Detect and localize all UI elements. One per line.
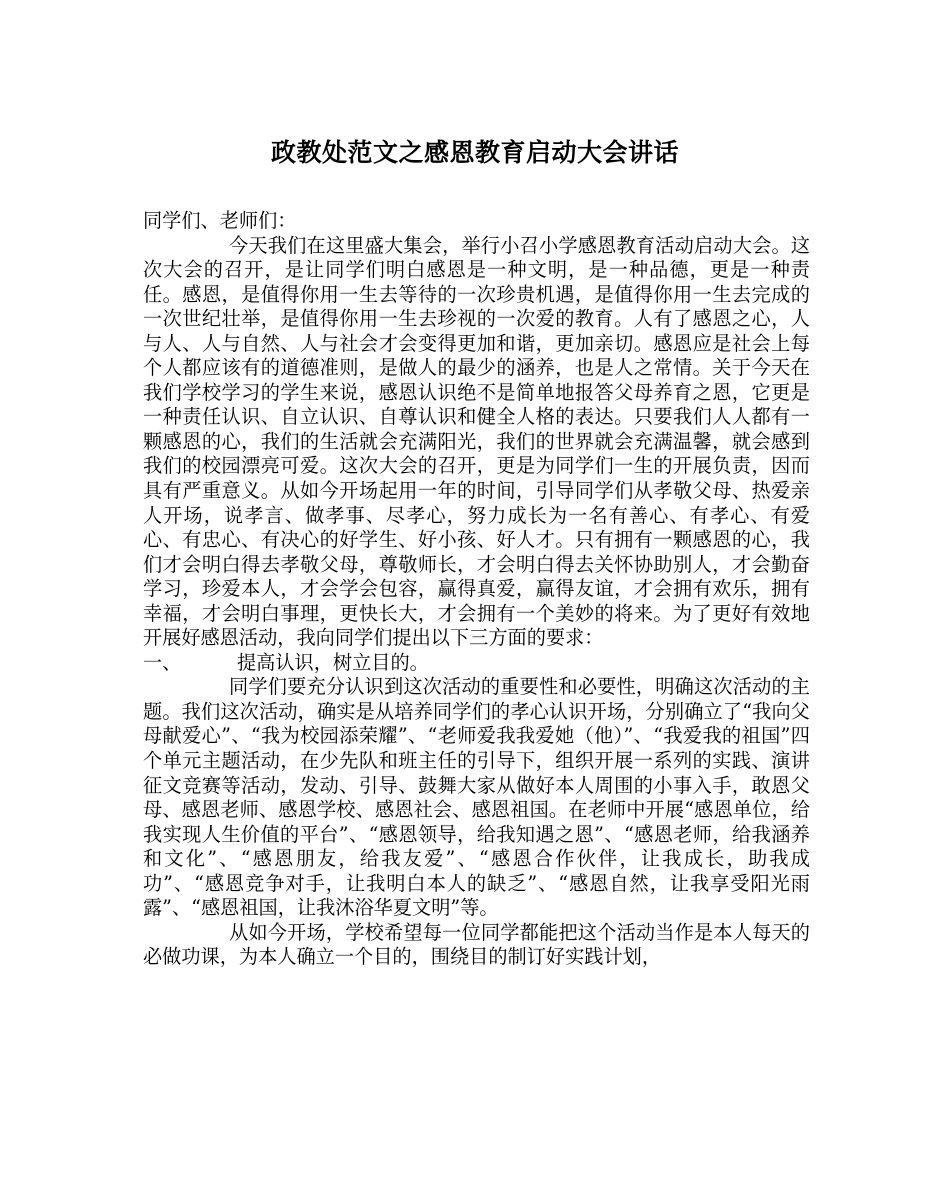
paragraph-section-1: 同学们要充分认识到这次活动的重要性和必要性，明确这次活动的主题。我们这次活动，确实是从培养同学们的孝心认识开场，分别确立了“我向父母献爱心”、“我为校园添荣耀”、“老师爱我我爱她（他）”、“我爱我的祖国”四个单元主题活动，在少先队和班主任的引导下，组织开展一系列的实践、演讲征文竞赛等活动，发动、引导、鼓舞大家从做好本人周围的小事入手，敢恩父母、感恩老师、感恩学校、感恩社会、感恩祖国。在老师中开展“感恩单位，给我实现人生价值的平台”、“感恩领导，给我知遇之恩”、“感恩老师，给我涵养和文化”、“感恩朋友，给我友爱”、“感恩合作伙伴，让我成长，助我成功”、“感恩竞争对手，让我明白本人的缺乏”、“感恩自然，让我享受阳光雨露”、“感恩祖国，让我沐浴华夏文明”等。 (143, 675, 810, 920)
section-heading-text: 提高认识，树立目的。 (237, 650, 429, 674)
section-number: 一、 (143, 650, 182, 674)
greeting-line: 同学们、老师们： (143, 209, 297, 232)
document-body (143, 209, 810, 970)
paragraph-continuation: 从如今开场，学校希望每一位同学都能把这个活动当作是本人每天的必做功课，为本人确立一个目的，围绕目的制订好实践计划， (143, 920, 810, 969)
document-title: 政教处范文之感恩教育启动大会讲话 (270, 138, 679, 167)
section-heading-1 (143, 651, 810, 676)
paragraph-intro: 今天我们在这里盛大集会，举行小召小学感恩教育活动启动大会。这次大会的召开，是让同学们明白感恩是一种文明，是一种品德，更是一种责任。感恩，是值得你用一生去等待的一次珍贵机遇，是值得你用一生去完成的一次世纪壮举，是值得你用一生去珍视的一次爱的教育。人有了感恩之心，人与人、人与自然、人与社会才会变得更加和谐，更加亲切。感恩应是社会上每个人都应该有的道德准则，是做人的最少的涵养，也是人之常情。关于今天在我们学校学习的学生来说，感恩认识绝不是简单地报答父母养育之恩，它更是一种责任认识、自立认识、自尊认识和健全人格的表达。只要我们人人都有一颗感恩的心，我们的生活就会充满阳光，我们的世界就会充满温馨，就会感到我们的校园漂亮可爱。这次大会的召开，更是为同学们一生的开展负责，因而具有严重意义。从如今开场起用一年的时间，引导同学们从孝敬父母、热爱亲人开场，说孝言、做孝事、尽孝心，努力成长为一名有善心、有孝心、有爱心、有忠心、有决心的好学生、好小孩、好人才。只有拥有一颗感恩的心，我们才会明白得去孝敬父母，尊敬师长，才会明白得去关怀协助别人，才会勤奋学习，珍爱本人，才会学会包容，赢得真爱，赢得友谊，才会拥有欢乐，拥有幸福，才会明白事理，更快长大，才会拥有一个美妙的将来。为了更好有效地开展好感恩活动，我向同学们提出以下三方面的要求： (143, 233, 810, 650)
